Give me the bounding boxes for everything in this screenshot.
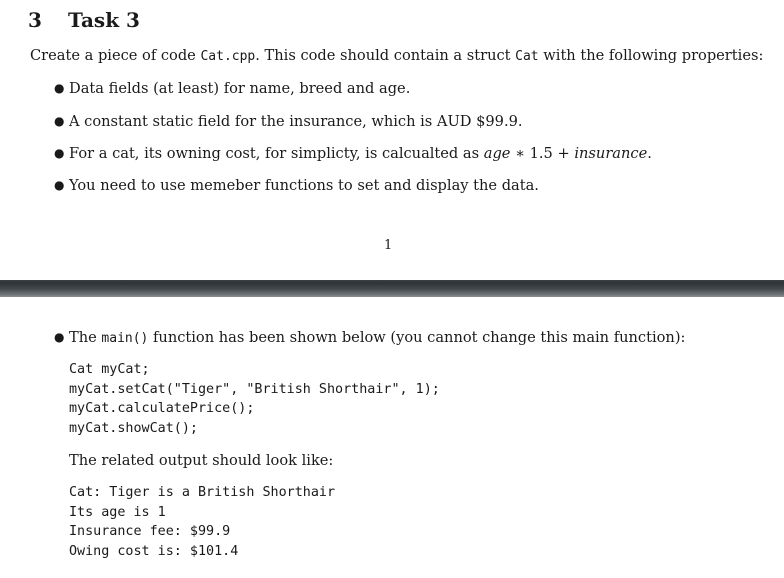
- bullet-icon: ●: [54, 81, 65, 95]
- math-operator: ∗ 1.5 +: [510, 145, 575, 162]
- list-item-text: You need to use memeber functions to set and display the data.: [69, 177, 539, 194]
- bullet-icon: ●: [54, 114, 65, 128]
- list-item: [54, 113, 523, 130]
- main-function-code: main(): [101, 331, 149, 346]
- section-title: Task 3: [68, 8, 140, 32]
- code-line: Cat myCat;: [69, 362, 150, 377]
- list-item: [54, 80, 410, 97]
- list-item-suffix: .: [647, 145, 652, 162]
- intro-suffix: with the following properties:: [538, 47, 764, 64]
- math-var-insurance: insurance: [574, 145, 648, 162]
- list-item-text: Data fields (at least) for name, breed and age.: [69, 80, 411, 97]
- bullet-icon: ●: [54, 330, 65, 344]
- list-item: [54, 145, 652, 162]
- list-item-text: A constant static field for the insurance, which is AUD $99.9.: [69, 113, 523, 130]
- document-page-2: [0, 297, 784, 578]
- related-output-label: The related output should look like:: [69, 452, 334, 469]
- code-block: [69, 360, 440, 438]
- page-number: 1: [384, 238, 393, 253]
- code-line: myCat.setCat("Tiger", "British Shorthair", 1);: [69, 381, 440, 397]
- intro-filename: Cat.cpp: [200, 49, 256, 64]
- section-heading: [28, 8, 140, 32]
- main-note-suffix: function has been shown below (you cannot change this main function):: [148, 329, 686, 346]
- output-line: Cat: Tiger is a British Shorthair: [69, 485, 336, 500]
- document-page-1: [0, 0, 784, 280]
- list-item: [54, 329, 685, 346]
- main-note-prefix: The: [69, 329, 102, 346]
- output-line: Insurance fee: $99.9: [69, 524, 231, 540]
- intro-middle: . This code should contain a struct: [255, 47, 516, 64]
- math-var-age: age: [483, 145, 511, 162]
- list-item-text: For a cat, its owning cost, for simplicty, is calcualted as: [69, 145, 484, 162]
- intro-paragraph: [30, 47, 763, 64]
- code-line: myCat.calculatePrice();: [69, 401, 255, 417]
- output-line: Its age is 1: [69, 504, 166, 520]
- list-item: [54, 177, 539, 194]
- code-line: myCat.showCat();: [69, 420, 198, 436]
- bullet-icon: ●: [54, 178, 65, 192]
- intro-prefix: Create a piece of code: [30, 47, 201, 64]
- section-number: 3: [28, 8, 42, 32]
- intro-struct-name: Cat: [515, 49, 539, 64]
- output-block: [69, 483, 335, 561]
- bullet-icon: ●: [54, 146, 65, 160]
- page-separator: [0, 280, 784, 297]
- output-line: Owing cost is: $101.4: [69, 543, 239, 559]
